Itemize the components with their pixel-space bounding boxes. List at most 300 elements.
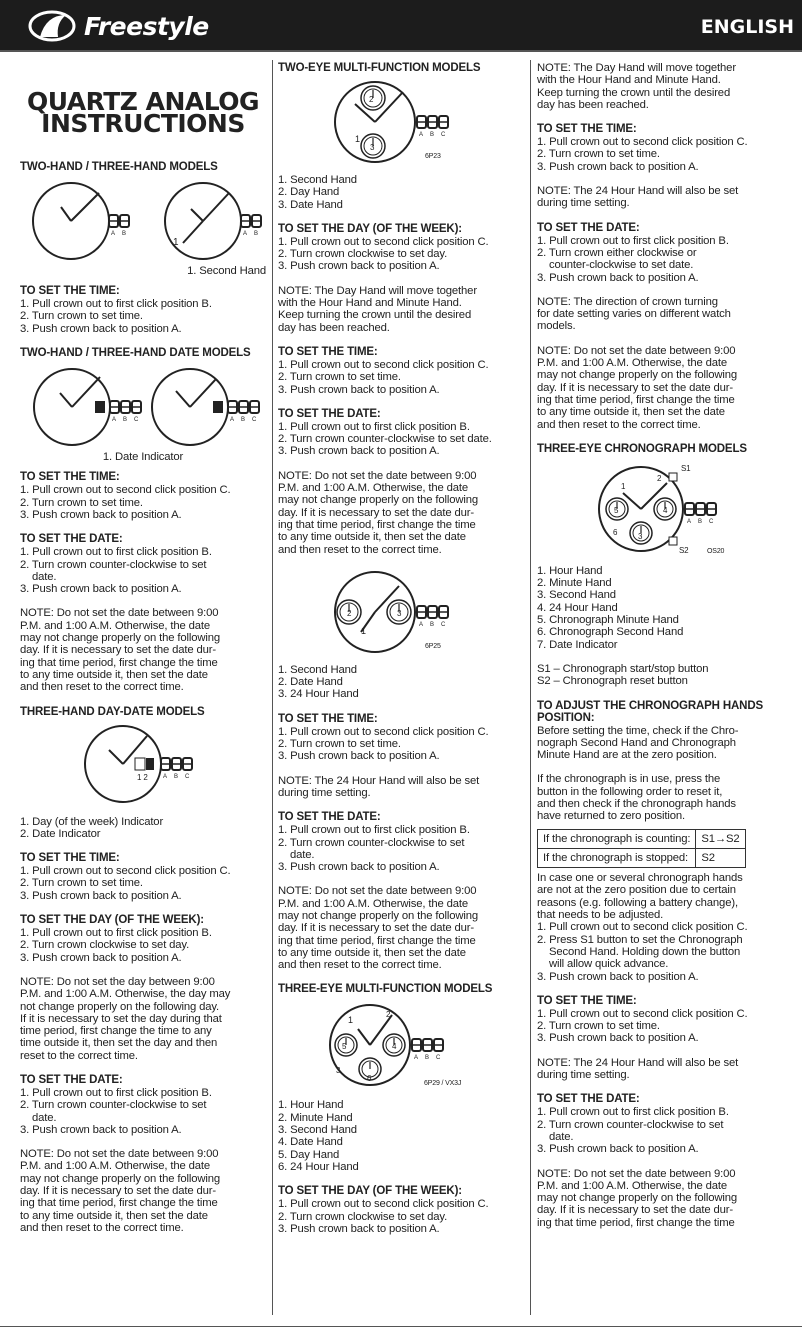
text-line: 3. Push crown back to position A. bbox=[278, 383, 440, 396]
figure-label: 5 bbox=[342, 1042, 347, 1052]
text-block bbox=[278, 346, 522, 396]
section-heading: TO SET THE DATE: bbox=[20, 533, 123, 546]
condition-cell: If the chronograph is stopped: bbox=[538, 848, 696, 867]
text-line: NOTE: The 24 Hour Hand will also be set bbox=[537, 1056, 739, 1069]
text-block bbox=[278, 62, 522, 74]
crown-position-icon bbox=[428, 606, 437, 618]
text-line: 1. Day (of the week) Indicator bbox=[20, 815, 164, 828]
crown-position-icon bbox=[161, 758, 170, 770]
watch-hand bbox=[109, 750, 123, 764]
text-line: 1. Pull crown out to second click position C. bbox=[537, 921, 748, 934]
watch-hand bbox=[176, 391, 190, 407]
text-line: P.M. and 1:00 A.M. Otherwise, the date bbox=[20, 619, 211, 632]
crown-position-icon bbox=[439, 606, 448, 618]
text-block bbox=[278, 174, 522, 211]
column-right bbox=[537, 62, 799, 1241]
watch-hand bbox=[191, 209, 203, 221]
table-row bbox=[538, 848, 746, 867]
crown-position-icon bbox=[252, 215, 261, 227]
text-line: day. If it is necessary to set the date dur- bbox=[278, 506, 475, 519]
text-line: during time setting. bbox=[537, 1069, 630, 1082]
crown-position-icon bbox=[428, 116, 437, 128]
text-line: 6. Chronograph Second Hand bbox=[537, 626, 684, 639]
column-divider bbox=[530, 60, 531, 1315]
watch-diagram-icon bbox=[20, 363, 266, 451]
text-line: 2. Turn crown to set time. bbox=[537, 148, 660, 161]
text-block bbox=[20, 161, 266, 173]
figure-label: 1 bbox=[621, 481, 626, 491]
crown-position-label: A bbox=[414, 1055, 418, 1062]
text-line: 2. Turn crown to set time. bbox=[278, 738, 401, 751]
figure-label: 4 bbox=[663, 505, 668, 515]
text-block bbox=[537, 700, 799, 762]
crown-position-label: B bbox=[122, 230, 126, 237]
text-line: time period, first change the time to any bbox=[20, 1025, 212, 1038]
text-line: 1. Second Hand bbox=[278, 663, 357, 676]
text-line: NOTE: The 24 Hour Hand will also be set bbox=[537, 185, 739, 198]
text-line: P.M. and 1:00 A.M. Otherwise, the date bbox=[537, 357, 728, 370]
text-line: are not at the zero position due to certain bbox=[537, 884, 736, 897]
text-line: with the Hour Hand and Minute Hand. bbox=[278, 297, 462, 310]
text-line: day. If it is necessary to set the date dur- bbox=[537, 381, 734, 394]
text-block bbox=[278, 664, 522, 701]
text-line: 2. Turn crown to set time. bbox=[20, 310, 143, 323]
watch-diagram bbox=[20, 177, 266, 277]
crown-position-label: B bbox=[174, 773, 178, 780]
text-line: 3. Push crown back to position A. bbox=[278, 445, 440, 458]
text-line: 5. Chronograph Minute Hand bbox=[537, 614, 679, 627]
crown-position-icon bbox=[120, 215, 129, 227]
crown-position-label: B bbox=[425, 1055, 429, 1062]
watch-hand bbox=[61, 207, 71, 221]
language-label: ENGLISH bbox=[700, 16, 794, 38]
text-line: and then check if the chronograph hands bbox=[537, 797, 736, 810]
watch-diagram bbox=[278, 999, 522, 1091]
text-line: day. If it is necessary to set the date dur- bbox=[278, 922, 475, 935]
pusher-s2 bbox=[669, 537, 677, 545]
watch-hand bbox=[358, 1029, 370, 1045]
crown-position-icon bbox=[239, 401, 248, 413]
text-block bbox=[20, 471, 266, 521]
crown-position-label: B bbox=[430, 132, 434, 138]
text-line: 6. 24 Hour Hand bbox=[278, 1160, 359, 1173]
page-title: QUARTZ ANALOG INSTRUCTIONS bbox=[26, 86, 260, 138]
text-line: may not change properly on the following bbox=[278, 909, 478, 922]
crown-position-icon bbox=[423, 1039, 432, 1051]
text-line: 1. Pull crown out to first click position B. bbox=[537, 1106, 729, 1119]
text-line: NOTE: Do not set the day between 9:00 bbox=[20, 975, 215, 988]
text-line: have returned to zero position. bbox=[537, 810, 685, 823]
crown-position-icon bbox=[172, 758, 181, 770]
crown-position-label: A bbox=[419, 132, 423, 138]
text-line: with the Hour Hand and Minute Hand. bbox=[537, 74, 721, 87]
text-line: NOTE: Do not set the date between 9:00 bbox=[537, 1167, 736, 1180]
text-line: may not change properly on the following bbox=[20, 1172, 220, 1185]
text-block bbox=[537, 565, 799, 651]
figure-caption: 1. Second Hand bbox=[187, 264, 266, 277]
text-line: date. bbox=[278, 848, 315, 861]
crown-position-label: A bbox=[419, 621, 423, 628]
text-line: NOTE: Do not set the date between 9:00 bbox=[278, 885, 477, 898]
model-code: 6P25 bbox=[425, 642, 441, 650]
section-heading: TWO-HAND / THREE-HAND DATE MODELS bbox=[20, 347, 251, 360]
crown-position-icon bbox=[228, 401, 237, 413]
text-line: NOTE: Do not set the date between 9:00 bbox=[537, 344, 736, 357]
text-line: 2. Day Hand bbox=[278, 186, 340, 199]
figure-label: 2 bbox=[347, 608, 352, 618]
figure-label: 4 bbox=[392, 1042, 397, 1052]
fin-logo-icon bbox=[26, 9, 78, 43]
text-line: 2. Turn crown to set time. bbox=[537, 1020, 660, 1033]
figure-label: 5 bbox=[614, 505, 619, 515]
text-block bbox=[278, 285, 522, 334]
text-line: 2. Turn crown to set time. bbox=[20, 496, 143, 509]
figure-label: 6 bbox=[367, 1074, 372, 1084]
text-line: to any time outside it, then set the date bbox=[278, 946, 466, 959]
text-line: 3. Push crown back to position A. bbox=[537, 1143, 699, 1156]
text-line: for date setting varies on different watch bbox=[537, 308, 731, 321]
figure-label: 3 bbox=[336, 1066, 341, 1076]
text-line: If the chronograph is in use, press the bbox=[537, 773, 721, 786]
watch-diagram bbox=[20, 722, 266, 808]
text-line: ing that time period, first change the time bbox=[278, 934, 476, 947]
crown-position-icon bbox=[434, 1039, 443, 1051]
button-sequence: S2 bbox=[696, 848, 745, 867]
text-line: 3. Push crown back to position A. bbox=[537, 160, 699, 173]
model-code: 6P29 / VX3J bbox=[424, 1080, 462, 1088]
crown-position-icon bbox=[417, 606, 426, 618]
crown-position-icon bbox=[707, 503, 716, 515]
text-line: 2. Turn crown clockwise to set day. bbox=[278, 1210, 448, 1223]
text-line: may not change properly on the following bbox=[537, 369, 737, 382]
section-heading: TO SET THE DATE: bbox=[537, 1093, 640, 1106]
text-block bbox=[278, 223, 522, 273]
text-line: ing that time period, first change the time bbox=[278, 518, 476, 531]
text-block bbox=[278, 713, 522, 763]
text-line: and then reset to the correct time. bbox=[20, 1221, 184, 1234]
text-line: that needs to be adjusted. bbox=[537, 909, 664, 922]
text-block bbox=[537, 296, 799, 333]
text-block bbox=[20, 347, 266, 359]
text-block bbox=[537, 222, 799, 284]
text-line: 2. Turn crown counter-clockwise to set bbox=[537, 1118, 724, 1131]
crown-position-label: C bbox=[436, 1055, 441, 1062]
text-line: NOTE: The Day Hand will move together bbox=[537, 62, 736, 74]
text-line: 2. Date Hand bbox=[278, 676, 343, 689]
text-line: P.M. and 1:00 A.M. Otherwise, the date bbox=[278, 482, 469, 495]
text-line: 1. Pull crown out to first click position B. bbox=[20, 546, 212, 559]
column-divider bbox=[272, 60, 273, 1315]
text-line: to any time outside it, then set the date bbox=[20, 668, 208, 681]
text-block bbox=[20, 914, 266, 964]
crown-position-label: C bbox=[709, 518, 714, 525]
watch-diagram-icon bbox=[73, 722, 213, 808]
section-heading: TO ADJUST THE CHRONOGRAPH HANDS POSITION: bbox=[537, 699, 764, 724]
text-line: 1. Pull crown out to second click position C. bbox=[278, 358, 489, 371]
crown-position-label: B bbox=[123, 417, 127, 424]
text-line: date. bbox=[20, 1111, 57, 1124]
text-line: S2 – Chronograph reset button bbox=[537, 675, 688, 688]
watch-diagram-icon bbox=[325, 78, 475, 166]
crown-position-label: B bbox=[241, 417, 245, 424]
text-line: 3. Push crown back to position A. bbox=[278, 1222, 440, 1235]
crown-position-label: A bbox=[112, 417, 116, 424]
text-line: and then reset to the correct time. bbox=[20, 681, 184, 694]
text-block bbox=[20, 852, 266, 902]
text-line: may not change properly on the following bbox=[278, 494, 478, 507]
text-line: 7. Date Indicator bbox=[537, 638, 618, 651]
text-line: 3. Push crown back to position A. bbox=[278, 750, 440, 763]
text-line: In case one or several chronograph hands bbox=[537, 872, 743, 885]
text-line: If it is necessary to set the day during that bbox=[20, 1012, 222, 1025]
text-block bbox=[278, 811, 522, 873]
text-line: day has been reached. bbox=[537, 98, 649, 111]
watch-diagram bbox=[278, 568, 522, 656]
section-heading: TO SET THE DATE: bbox=[278, 811, 381, 824]
text-line: 1. Pull crown out to first click position B. bbox=[537, 234, 729, 247]
bottom-rule bbox=[0, 1326, 802, 1327]
watch-hand bbox=[71, 193, 99, 221]
text-block bbox=[278, 470, 522, 556]
header-bar bbox=[0, 0, 802, 52]
watch-hand bbox=[203, 193, 229, 221]
section-heading: TO SET THE TIME: bbox=[278, 345, 378, 358]
crown-position-icon bbox=[417, 116, 426, 128]
crown-position-label: C bbox=[441, 621, 446, 628]
section-heading: TWO-EYE MULTI-FUNCTION MODELS bbox=[278, 62, 481, 74]
figure-label: 3 bbox=[638, 531, 643, 541]
text-line: to any time outside it, then set the date bbox=[20, 1209, 208, 1222]
text-line: Keep turning the crown until the desired bbox=[278, 309, 472, 322]
section-heading: THREE-HAND DAY-DATE MODELS bbox=[20, 705, 205, 718]
text-line: ing that time period, first change the time bbox=[537, 1216, 735, 1229]
text-line: Second Hand. Holding down the button bbox=[537, 945, 741, 958]
figure-label: 3 bbox=[370, 143, 375, 152]
text-line: 1. Pull crown out to second click position C. bbox=[537, 136, 748, 149]
text-block bbox=[537, 443, 799, 455]
text-line: P.M. and 1:00 A.M. Otherwise, the day may bbox=[20, 988, 231, 1001]
text-line: P.M. and 1:00 A.M. Otherwise, the date bbox=[20, 1160, 211, 1173]
text-line: reasons (e.g. following a battery change), bbox=[537, 896, 738, 909]
text-block bbox=[20, 1074, 266, 1136]
crown-position-label: A bbox=[163, 773, 167, 780]
text-line: NOTE: Do not set the date between 9:00 bbox=[20, 607, 219, 620]
text-line: day. If it is necessary to set the date dur- bbox=[20, 644, 217, 657]
text-line: NOTE: Do not set the date between 9:00 bbox=[20, 1148, 219, 1161]
section-heading: TO SET THE DATE: bbox=[20, 1073, 123, 1086]
text-line: ing that time period, first change the time bbox=[20, 656, 218, 669]
date-window bbox=[213, 401, 223, 413]
text-line: 3. Push crown back to position A. bbox=[20, 951, 182, 964]
model-code: 6P23 bbox=[425, 153, 441, 160]
text-line: 3. Push crown back to position A. bbox=[278, 260, 440, 273]
text-line: models. bbox=[537, 320, 576, 333]
column-middle bbox=[278, 62, 522, 1247]
crown-position-label: C bbox=[185, 773, 190, 780]
text-line: 2. Turn crown counter-clockwise to set bbox=[20, 558, 207, 571]
text-line: 1. Hour Hand bbox=[537, 564, 603, 577]
text-line: button in the following order to reset it, bbox=[537, 785, 723, 798]
text-block bbox=[278, 983, 522, 995]
text-line: 1. Hour Hand bbox=[278, 1099, 344, 1112]
crown-position-icon bbox=[412, 1039, 421, 1051]
watch-hand bbox=[375, 92, 403, 122]
text-line: 1. Pull crown out to second click position C. bbox=[278, 235, 489, 248]
crown-position-icon bbox=[110, 401, 119, 413]
figure-label: 2 bbox=[657, 473, 662, 483]
text-line: day. If it is necessary to set the date dur- bbox=[537, 1204, 734, 1217]
text-block bbox=[537, 995, 799, 1045]
section-heading: TO SET THE DAY (OF THE WEEK): bbox=[278, 1185, 462, 1198]
text-line: will allow quick advance. bbox=[537, 958, 669, 971]
text-line: to any time outside it, then set the date bbox=[278, 531, 466, 544]
text-line: and then reset to the correct time. bbox=[278, 543, 442, 556]
text-line: 3. Push crown back to position A. bbox=[20, 322, 182, 335]
crown-position-label: B bbox=[430, 621, 434, 628]
text-line: 3. 24 Hour Hand bbox=[278, 688, 359, 701]
text-block bbox=[537, 123, 799, 173]
crown-position-icon bbox=[121, 401, 130, 413]
text-block bbox=[20, 1148, 266, 1234]
crown-position-label: A bbox=[687, 518, 691, 525]
text-line: NOTE: The direction of crown turning bbox=[537, 295, 718, 308]
text-block bbox=[278, 885, 522, 971]
crown-position-label: B bbox=[254, 230, 258, 237]
text-line: during time setting. bbox=[537, 197, 630, 210]
crown-position-icon bbox=[183, 758, 192, 770]
column-left bbox=[20, 62, 266, 1246]
text-line: 1. Pull crown out to first click position B. bbox=[20, 298, 212, 311]
text-line: 2. Turn crown either clockwise or bbox=[537, 246, 697, 259]
text-block bbox=[537, 185, 799, 210]
watch-diagram-icon bbox=[320, 999, 480, 1091]
figure-caption: 1. Date Indicator bbox=[102, 451, 184, 464]
text-line: not change properly on the following day. bbox=[20, 1000, 220, 1013]
crown-position-icon bbox=[685, 503, 694, 515]
text-line: ing that time period, first change the time bbox=[20, 1197, 218, 1210]
chronograph-reset-table bbox=[537, 829, 746, 869]
brand-logo bbox=[26, 9, 209, 43]
section-heading: TO SET THE DAY (OF THE WEEK): bbox=[20, 914, 204, 927]
watch-diagram-icon bbox=[325, 568, 475, 656]
model-code: OS20 bbox=[707, 547, 725, 555]
text-line: 3. Push crown back to position A. bbox=[537, 271, 699, 284]
watch-hand bbox=[183, 221, 203, 243]
section-heading: TO SET THE TIME: bbox=[20, 852, 120, 865]
text-line: ing that time period, first change the time bbox=[537, 393, 735, 406]
text-line: 2. Turn crown counter-clockwise to set bbox=[278, 836, 465, 849]
watch-diagram-icon bbox=[583, 459, 753, 557]
section-heading: TO SET THE DATE: bbox=[278, 407, 381, 420]
watch-hand bbox=[623, 493, 641, 509]
text-line: counter-clockwise to set date. bbox=[537, 259, 694, 272]
text-block bbox=[278, 775, 522, 800]
crown-position-icon bbox=[132, 401, 141, 413]
crown-position-label: C bbox=[441, 132, 446, 138]
text-line: 3. Push crown back to position A. bbox=[278, 861, 440, 874]
watch-hand bbox=[370, 1015, 392, 1045]
text-block bbox=[20, 706, 266, 718]
text-line: Minute Hand are at the zero position. bbox=[537, 749, 717, 762]
pusher-label: S1 bbox=[681, 463, 691, 473]
text-line: 3. Second Hand bbox=[537, 589, 616, 602]
text-line: 2. Turn crown clockwise to set day. bbox=[20, 939, 190, 952]
text-line: and then reset to the correct time. bbox=[278, 959, 442, 972]
text-line: may not change properly on the following bbox=[20, 632, 220, 645]
text-line: 1. Pull crown out to first click position B. bbox=[278, 420, 470, 433]
text-line: 2. Minute Hand bbox=[278, 1111, 353, 1124]
crown-position-label: A bbox=[230, 417, 234, 424]
watch-diagram bbox=[278, 78, 522, 166]
text-line: date. bbox=[537, 1130, 574, 1143]
condition-cell: If the chronograph is counting: bbox=[538, 829, 696, 848]
text-line: NOTE: The 24 Hour Hand will also be set bbox=[278, 774, 480, 787]
text-line: 3. Push crown back to position A. bbox=[537, 1032, 699, 1045]
text-line: date. bbox=[20, 570, 57, 583]
text-line: day has been reached. bbox=[278, 321, 390, 334]
crown-position-label: C bbox=[134, 417, 139, 424]
text-line: 1. Second Hand bbox=[278, 174, 357, 186]
figure-label: 1 bbox=[361, 625, 366, 636]
text-line: 4. Date Hand bbox=[278, 1136, 343, 1149]
text-line: day. If it is necessary to set the date dur- bbox=[20, 1185, 217, 1198]
button-sequence: S1→S2 bbox=[696, 829, 745, 848]
watch-diagram bbox=[20, 363, 266, 463]
text-line: 2. Turn crown counter-clockwise to set bbox=[20, 1099, 207, 1112]
text-line: P.M. and 1:00 A.M. Otherwise, the date bbox=[278, 897, 469, 910]
figure-label: 1 bbox=[348, 1015, 353, 1026]
text-line: 3. Push crown back to position A. bbox=[537, 970, 699, 983]
date-window bbox=[146, 758, 154, 770]
crown-position-label: A bbox=[243, 230, 247, 237]
text-line: time outside it, then set the day and then bbox=[20, 1037, 218, 1050]
figure-label: 1 bbox=[355, 134, 360, 144]
text-line: 1. Pull crown out to second click position C. bbox=[278, 725, 489, 738]
watch-hand bbox=[60, 393, 72, 407]
section-heading: TO SET THE TIME: bbox=[278, 712, 378, 725]
table-row bbox=[538, 829, 746, 848]
section-heading: TO SET THE TIME: bbox=[537, 123, 637, 136]
watch-diagram-icon bbox=[23, 177, 263, 265]
section-heading: TWO-HAND / THREE-HAND MODELS bbox=[20, 160, 218, 173]
text-line: 2. Turn crown clockwise to set day. bbox=[278, 248, 448, 261]
hand-number: 1 bbox=[173, 236, 179, 248]
text-line: 1. Pull crown out to second click position C. bbox=[278, 1198, 489, 1211]
text-block bbox=[537, 663, 799, 688]
crown-position-icon bbox=[109, 215, 118, 227]
text-line: 1. Pull crown out to second click position C. bbox=[20, 484, 231, 497]
watch-hand bbox=[190, 379, 216, 407]
text-line: 1. Pull crown out to second click position C. bbox=[20, 865, 231, 878]
text-block bbox=[278, 1185, 522, 1235]
text-block bbox=[537, 345, 799, 431]
text-line: NOTE: The Day Hand will move together bbox=[278, 284, 477, 297]
figure-label: 6 bbox=[613, 527, 618, 537]
text-line: 3. Push crown back to position A. bbox=[20, 1123, 182, 1136]
text-line: 4. 24 Hour Hand bbox=[537, 601, 618, 614]
text-line: 3. Date Hand bbox=[278, 198, 343, 211]
text-line: 1. Pull crown out to second click position C. bbox=[537, 1007, 748, 1020]
text-line: may not change properly on the following bbox=[537, 1192, 737, 1205]
text-line: 1. Pull crown out to first click position B. bbox=[20, 1086, 212, 1099]
text-line: 2. Turn crown counter-clockwise to set date. bbox=[278, 433, 492, 446]
text-line: 3. Push crown back to position A. bbox=[20, 583, 182, 596]
day-window bbox=[135, 758, 145, 770]
text-block bbox=[537, 1093, 799, 1155]
brand-name: Freestyle bbox=[84, 11, 209, 41]
text-block bbox=[278, 1099, 522, 1173]
section-heading: TO SET THE DATE: bbox=[537, 221, 640, 234]
